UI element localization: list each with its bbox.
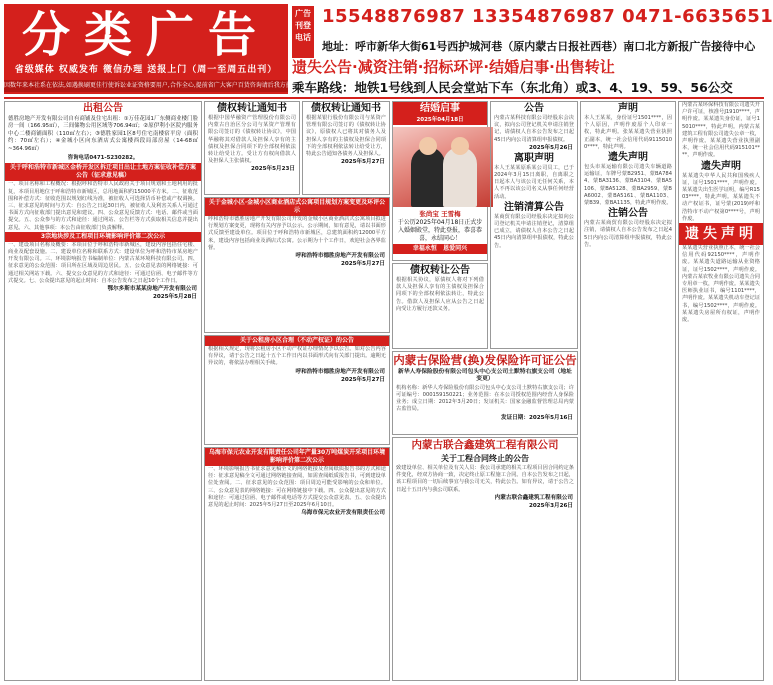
debt-transfer-body-3: 根据相关协议，原债权人将对下列借款人及担保人享有的主债权及担保合同项下的全部权利依法转让，特此公告。借款人及担保人应从公告之日起向受让方履行还款义务。 [396, 277, 484, 312]
lost-items-column [678, 101, 764, 681]
public-housing-date: 2025年5月27日 [340, 376, 385, 383]
eia-strip: 3宗地块涉及工程项目环境影响评价第二次公示 [5, 232, 201, 242]
planning-notice-title: 关于金城小区·金城小区商业酒店式公寓项目规划方案变更及环评公示 [205, 198, 389, 216]
statement-body-1: 本人王某某，身份证号1501****，因个人原因，声明作废原个人印章一枚，特此声明。张某某遗失营业执照正副本，统一社会信用代码91150100****，特此声明。 [584, 115, 672, 150]
notice-3-body: 某商贸有限公司经股东决定拟向公司登记机关申请注销登记，清算组已成立，请债权人自本公告之日起45日内向清算组申报债权，特此公告。 [494, 213, 574, 249]
wedding-tag-1: 幸福永恒 [412, 245, 437, 252]
lost-statement-banner: 遗失声明 [679, 223, 763, 245]
masthead-slogan: 省级媒体 权威发布 微信办理 送报上门（周一至周五出刊） [14, 65, 278, 75]
debt-transfer-body-2: 根据某银行股份有限公司与某资产管理有限公司签订的《债权转让协议》，原债权人已将其对债务人及担保人享有的主债权及担保合同项下的全部权利依法转让给受让方，特此公告通知各债务人及担保人。 [306, 115, 386, 158]
debt-transfer-box-3 [392, 263, 488, 349]
public-housing-body: 根据相关规定，现将公租房小区不动产权证办理情况予以公告。如对公告内容有异议，请于公告之日起十五个工作日内以书面形式向有关部门提出。逾期无异议的，将依法办理相关手续。 [208, 346, 386, 367]
notice-2-title: 离职声明 [514, 152, 554, 164]
statement-title-1: 声明 [618, 103, 638, 114]
wedding-announcement [392, 101, 488, 261]
closing-body: 致建设单位、相关单位及有关人员：我公司承建的相关工程项目因合同约定条件变化，经双方协商一致，决定终止原工程施工合同。自本公告发布之日起，该工程项目的一切后续事宜与我公司无关，特此公告。如有异议，请于公告之日起十五日内与我公司联系。 [396, 465, 574, 493]
insurance-body: 机构名称：新华人寿保险股份有限公司包头中心支公司土默特右旗支公司；许可证编号：000159150221；业务范围：在本公司授权范围内经营人身保险业务；成立日期：2012年3月20日；发证机关：国家金融监督管理总局内蒙古监管局。 [396, 384, 574, 413]
debt-transfer-title-3: 债权转让公告 [410, 265, 470, 276]
rental-contact: 咨询电话0471-5230282。 [67, 155, 139, 162]
notice-1-body: 内蒙古某科技有限公司经股东会决议，拟向公司登记机关申请注销登记，请债权人自本公告发布之日起45日内向公司清算组申报债权。 [494, 115, 574, 143]
masthead-title: 分类广告 [21, 7, 270, 63]
page-header [0, 0, 773, 98]
col1-date: 2025年5月28日 [152, 294, 197, 301]
debt-transfer-box-1 [204, 101, 300, 195]
public-housing-footer: 呼和浩特市德胜房地产开发有限公司 [295, 368, 385, 375]
expropriation-strip: 关于呼和浩特市新城区金桥开发区拆迁项目出让土地方案征收补偿方案公告（征求意见稿） [5, 163, 201, 181]
planning-notice-footer: 呼和浩特市德胜房地产开发有限公司 [295, 253, 385, 260]
debt-transfer-date-1: 2025年5月23日 [250, 166, 295, 173]
eia-body: 一、建设项目名称及概要：本项目位于呼和浩特市新城区，建设内容包括住宅楼、商业及配套设施。二、建设单位名称和联系方式：建设单位为呼和浩特市某房地产开发有限公司。三、环境影响报告书编制单位：内蒙古某环境科技有限公司。四、征求意见的公众范围：项目所在区域及周边居民。五、公众意见表的网络链接：可通过相关网站下载。六、提交公众意见的方式和途径：可通过信函、电子邮件等方式提交。七、公众提出意见的起止时间：自本公告发布之日起10个工作日。 [8, 241, 198, 284]
debt-transfer-body-1: 根据中国华融资产管理股份有限公司内蒙古自治区分公司与某资产管理有限公司签订的《债权转让协议》，中国华融将其对借款人及担保人享有的主债权及担保合同项下的全部权利依法转让给受让方。受让方有权向借款人及担保人主张债权。 [208, 115, 296, 165]
rental-notice-title: 出租公告 [83, 103, 123, 114]
public-housing-box [204, 335, 390, 445]
notice-1-title: 公告 [524, 103, 544, 114]
statement-title-3: 注销公告 [608, 208, 648, 220]
phone-numbers: 15548876987 13354876987 0471-6635651 [322, 6, 773, 27]
wedding-tags [393, 244, 487, 254]
wedding-names: 张尚宝 王雪梅 [419, 210, 461, 218]
notices-column [490, 101, 578, 349]
header-divider [4, 97, 764, 99]
planning-notice-date: 2025年5月27日 [340, 261, 385, 268]
lost-items-body-3: 某某遗失营业执照正本，统一社会信用代码92150****，声明作废。某某遗失道路运输从业资格证，证号1502****，声明作废。内蒙古某农牧业有限公司遗失合同专用章一枚，声明作废。某某遗失医师执业证书，编号1101****，声明作废。某某遗失机动车登记证书，编号1502****，声明作废。某某遗失房屋所有权证，声明作废。 [682, 245, 760, 324]
expropriation-body: 一、项目名称和工程概况：根据呼和浩特市人民政府关于项目规划和土地利用的批复，本项目用地位于呼和浩特市新城区，总用地面积约15000平方米。二、征收范围和补偿方式：征收范围以规划红线为准，被征收人可选择货币补偿或产权调换。三、征求意见的时间与方式：自公告之日起30日内，被征收人及利害关系人可通过书面方式向征收部门提出意见和建议。四、公众意见反馈方式：电话、邮件或当面提交。五、公众参与的方式和途径：通过网站、公告栏等方式获取相关信息并提出意见。六、其他事项：本公告由征收部门负责解释。 [8, 181, 198, 231]
lost-items-title-2: 遗失声明 [701, 160, 741, 172]
debt-transfer-box-2 [302, 101, 390, 195]
masthead-sub-slogan: 因数年来本社系在依法,如遇换刷更佳行使诉讼业证资格要用户,合作全心,提前省广大客户百货咨询请后我方提前联系办理好办法 [4, 80, 288, 92]
notice-2-body: 本人王某某原系某公司员工，已于2024年3月15日离职，自离职之日起本人与该公司无任何关系，本人不再以该公司名义从事任何经营活动。 [494, 164, 574, 200]
contract-termination-notice [392, 437, 578, 681]
insurance-date: 发证日期：2025年5月16日 [501, 414, 573, 421]
bus-route: 乘车路线：地铁1号线到人民会堂站下车（东北角）或3、4、19、59、56公交 [292, 80, 733, 95]
planning-notice-body: 呼和浩特市德胜房地产开发有限公司开发的金城小区商业酒店式公寓项目拟进行规划方案变更，现将有关内容予以公示。公示期间，如有意见，请以书面形式反馈至建设单位。项目位于呼和浩特市新城区，总建筑面积约12000平方米，建设内容包括商业及酒店式公寓。公示期为十个工作日，欢迎社会各界监督。 [208, 216, 386, 251]
col1-footer: 鄂尔多斯市某某房地产开发有限公司 [107, 286, 197, 293]
eia-coal-body: 一、环境影响报告书征求意见稿全文的网络链接及查阅纸质报告书的方式和途径：征求意见稿全文可通过网络链接查阅，如需查阅纸质报告书，可到建设单位处查阅。二、征求意见的公众范围：项目周边可能受影响的公众和单位。三、公众意见表的网络链接：可在网络链接中下载。四、公众提出意见的方式和途径：可通过信函、电子邮件或电话等方式提交公众意见表。五、公众提出意见的起止时间：2025年5月27日至2025年6月10日。 [208, 466, 386, 509]
wedding-title: 结婚启事 [393, 102, 487, 115]
notice-3-title: 注销清算公告 [504, 201, 564, 213]
planning-notice-box [204, 197, 390, 333]
insurance-license-notice [392, 351, 578, 435]
service-list: 遗失公告·减资注销·招标环评·结婚启事·出售转让 [292, 58, 615, 76]
closing-footer: 内蒙古联合鑫建筑工程有限公司 [494, 494, 573, 501]
insurance-title: 内蒙古保险营(换)发保险许可证公告 [393, 353, 577, 367]
closing-company: 内蒙古联合鑫建筑工程有限公司 [411, 439, 559, 451]
lost-items-body-2: 某某遗失中华人民共和国残疾人证，证号1501****，声明作废。某某遗失出生医学证明，编号R1503****，特此声明。某某遗失不动产权证书，证号蒙(2019)呼和浩特市不动产权第0****号，声明作废。 [682, 172, 760, 222]
statement-body-2: 包头市某运输有限公司遗失车辆道路运输证，车牌号蒙B2951、蒙BA7844、蒙BA3136、蒙BA3104、蒙BA5106、蒙BA5128、蒙BA2959、蒙BA6002、蒙BA5161、蒙BA1103、蒙B39、蒙BA1135，特此声明作废。 [584, 164, 672, 207]
notice-1-date: 2025年5月26日 [528, 144, 573, 151]
hotline-label: 广告刊登电话 [292, 6, 314, 58]
wedding-date: 2025年04月18日 [393, 115, 487, 125]
closing-subtitle: 关于工程合同终止的公告 [441, 453, 529, 463]
column-rental-and-notices [4, 101, 202, 681]
wedding-text: 于公历2025年04月18日正式步入婚姻殿堂，特此登报，恭喜恭喜，永结同心！ [397, 219, 483, 242]
statements-column [580, 101, 676, 681]
eia-coal-title: 乌海市保元农业开发有限责任公司年产量30万吨煤炭开采项目环境影响评价第二次公示 [205, 448, 389, 466]
debt-transfer-title-2: 债权转让通知书 [311, 103, 381, 114]
rental-notice-body: 德胜房地产开发有限公司自有商铺及住宅出租：①万佳花园1厂东侧商业楼门脸房一间（166.95㎡），三间储物公用区域等706.94㎡；②原伊利小区院内服务中心二楼商铺面积（110㎡左右）；③德胜家园1区8号住宅南楼宿平房（面积约：70㎡左右）；④金城小区向东酒店式公寓楼西段局部房屋（14-68㎡~364.96㎡） [8, 116, 198, 152]
lost-items-body-1: 内蒙古某环保科技有限公司遗失开户许可证，核准号J1910****，声明作废。某某遗失身份证，证号15010****，特此声明。内蒙古某建筑工程有限公司遗失公章一枚，声明作废。某某遗失营业执照副本，统一社会信用代码915101****，声明作废。 [682, 102, 760, 159]
office-address: 地址：呼市新华大街61号西护城河巷（原内蒙古日报社西巷）南口北方新报广告接待中心 [322, 40, 756, 53]
eia-coal-box [204, 447, 390, 681]
debt-transfer-title-1: 债权转让通知书 [217, 103, 287, 114]
insurance-subtitle: 新华人寿保险股份有限公司包头中心支公司土默特右旗支公司（地址变更） [398, 369, 572, 383]
public-housing-title: 关于公租房小区合理（不动产权证）的公告 [205, 336, 389, 346]
eia-coal-footer: 乌海市保元农业开发有限责任公司 [301, 510, 385, 517]
closing-date: 2025年3月26日 [528, 502, 573, 509]
wedding-photo [393, 127, 493, 207]
statement-title-2: 遗失声明 [608, 152, 648, 164]
wedding-tag-2: 恩爱同兴 [443, 245, 468, 252]
debt-transfer-date-2: 2025年5月27日 [340, 159, 385, 166]
statement-body-3: 内蒙古某商贸有限公司经股东决定拟注销，请债权人自本公告发布之日起45日内向公司清算组申报债权，特此公告。 [584, 220, 672, 248]
